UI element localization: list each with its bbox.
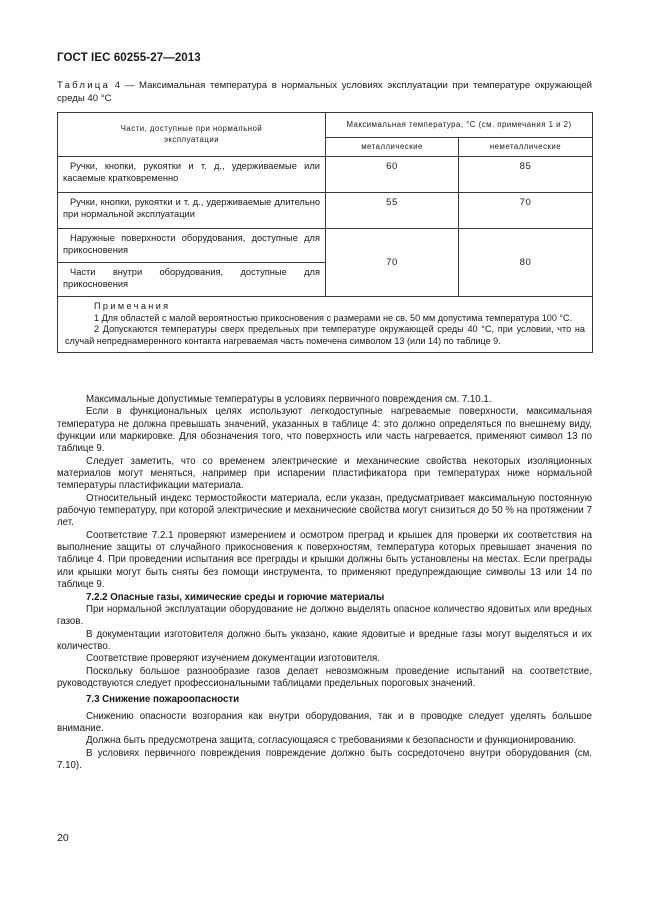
table-subheader-nonmetal: неметаллические (459, 138, 593, 157)
table-cell-metal: 60 (326, 157, 459, 193)
table-row (58, 229, 593, 263)
section-heading-7-2-2: 7.2.2 Опасные газы, химические среды и горючие материалы (86, 591, 385, 603)
notes-title: Примечания (94, 301, 171, 311)
table-header-max-temp: Максимальная температура, °С (см. примечания 1 и 2) (326, 113, 593, 138)
paragraph: Следует заметить, что со временем электрические и механические свойства некоторых изоляционных материалов могут меняться, например при испарении пластификатора при температурах ниже нормальной температуры пластификации материала. (57, 455, 592, 492)
note-item: 1 Для областей с малой вероятностью прикосновения с размерами не св. 50 мм допустима температура 100 °С. (94, 312, 573, 323)
paragraph: При нормальной эксплуатации оборудование не должно выделять опасное количество ядовитых или вредных газов. (57, 603, 592, 628)
table-cell-nonmetal: 80 (459, 229, 593, 297)
table-cell-part: Ручки, кнопки, рукоятки и т. д., удерживаемые или касаемые кратковременно (58, 157, 326, 193)
table-cell-metal: 70 (326, 229, 459, 297)
paragraph: Снижению опасности возгорания как внутри оборудования, так и в проводке следует уделять большое внимание. (57, 710, 592, 734)
body-text (57, 394, 592, 772)
document-header: ГОСТ IEC 60255-27—2013 (57, 52, 201, 64)
paragraph: В документации изготовителя должно быть указано, какие ядовитые и вредные газы могут выделяться и их количество. (57, 628, 592, 652)
paragraph: Поскольку большое разнообразие газов делает невозможным проведение испытаний на соответствие, руководствуются следует профессиональными таблицами предельных пороговых значений. (57, 665, 592, 689)
table-cell-part: Ручки, кнопки, рукоятки и т. д., удерживаемые длительно при нормальной эксплуатации (58, 193, 326, 229)
table-cell-nonmetal: 70 (459, 193, 593, 229)
note-item: 2 Допускаются температуры сверх предельных при температуре окружающей среды 40 °С, при условии, что на случай непреднамеренного контакта нагреваемая часть помечена символом 13 (или 14) по таблице 9. (65, 324, 585, 346)
page-number: 20 (57, 832, 69, 844)
table-notes (58, 297, 593, 353)
paragraph: Должна быть предусмотрена защита, согласующаяся с требованиями к безопасности и функционированию. (86, 735, 577, 747)
table-row (58, 157, 593, 193)
table-subheader-metal: металлические (326, 138, 459, 157)
paragraph: Если в функциональных целях используют легкодоступные нагреваемые поверхности, максимальная температура не должна превышать значений, указанных в таблице 4: это должно определяться по внешнему виду, функции или маркировке. Для обозначения того, что поверхность или часть нагревается, применяют символ 13 по таблице 9. (57, 406, 592, 455)
table-cell-part: Части внутри оборудования, доступные для прикосновения (58, 263, 326, 297)
paragraph: В условиях первичного повреждения повреждение должно быть сосредоточено внутри оборудования (см. 7.10). (57, 747, 592, 771)
paragraph: Соответствие 7.2.1 проверяют измерением и осмотром преград и крышек для проверки их соответствия на выполнение защиты от случайного прикосновения к поверхностям, температура которых превышает значения по таблице 4. При проведении испытания все преграды и крышки должны быть установлены на местах. Если преграды или крышки могут быть сняты без помощи инструмента, то применяют предупреждающие символы 13 или 14 по таблице 9. (57, 529, 592, 591)
paragraph: Соответствие проверяют изучением документации изготовителя. (86, 653, 380, 665)
table-cell-nonmetal: 85 (459, 157, 593, 193)
table-cell-metal: 55 (326, 193, 459, 229)
table-caption-text: 4 — Максимальная температура в нормальных условиях эксплуатации при температуре окружающей среды 40 °С (57, 80, 592, 104)
temperature-table (57, 112, 593, 353)
table-caption (57, 80, 592, 105)
section-heading-7-3: 7.3 Снижение пожароопасности (86, 694, 240, 706)
table-caption-word: Таблица (57, 80, 111, 91)
table-cell-part: Наружные поверхности оборудования, доступные для прикосновения (58, 229, 326, 263)
paragraph: Относительный индекс термостойкости материала, если указан, предусматривает максимальную постоянную рабочую температуру, при которой электрические и механические свойства могут снизиться до 50 % на протяжении 7 лет. (57, 492, 592, 529)
paragraph: Максимальные допустимые температуры в условиях первичного повреждения см. 7.10.1. (86, 394, 492, 405)
table-row (58, 193, 593, 229)
table-header-parts: Части, доступные при нормальной эксплуатации (58, 113, 326, 157)
